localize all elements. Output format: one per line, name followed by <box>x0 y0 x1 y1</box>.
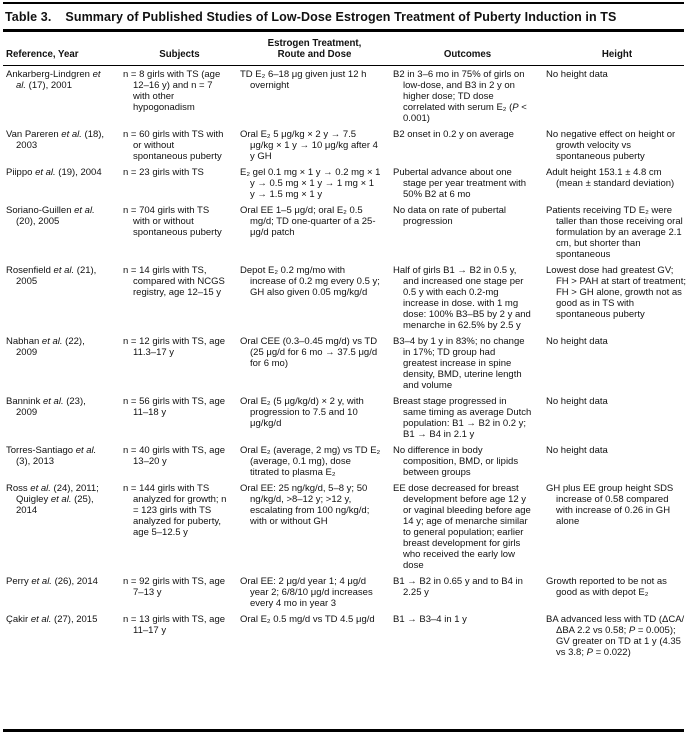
treatment-cell <box>238 576 391 609</box>
outcomes-text: Half of girls B1 → B2 in 0.5 y, and increased one stage per 0.5 y with each 0.2-mg increase in dose. with 1 mg dose: 100% B3–B5 by 2 y and menarche in 62.5% by 2.5 y <box>393 265 531 331</box>
subjects-text: n = 144 girls with TS analyzed for growth; n = 123 girls with TS analyzed for puberty, age 5–12.5 y <box>123 483 227 538</box>
treatment-cell <box>238 614 391 658</box>
outcomes-text: Pubertal advance about one stage per year treatment with 50% B2 at 6 mo <box>393 167 527 200</box>
reference-cell <box>3 576 121 609</box>
reference-text: Bannink et al. (23), 2009 <box>6 396 86 418</box>
outcomes-cell <box>391 69 544 124</box>
height-cell <box>544 129 687 162</box>
subjects-text: n = 14 girls with TS, compared with NCGS registry, age 12–15 y <box>123 265 225 298</box>
height-text: No height data <box>546 396 608 407</box>
outcomes-cell <box>391 445 544 478</box>
reference-cell <box>3 614 121 658</box>
treatment-cell <box>238 396 391 440</box>
outcomes-text: B3–4 by 1 y in 83%; no change in 17%; TD group had greatest increase in spine density, BMD, uterine length and volume <box>393 336 525 391</box>
height-text: Patients receiving TD E₂ were taller than those receiving oral formulation by an average 2.1 cm, but shorter than spontaneous <box>546 205 683 260</box>
reference-text: Perry et al. (26), 2014 <box>6 576 98 587</box>
height-text: No height data <box>546 69 608 80</box>
height-text: No negative effect on height or growth velocity vs spontaneous puberty <box>546 129 676 162</box>
column-header-outcomes: Outcomes <box>443 49 492 60</box>
table-row <box>3 445 684 478</box>
height-text: No height data <box>546 336 608 347</box>
outcomes-text: Breast stage progressed in same timing as average Dutch population: B1 → B2 in 0.2 y; B1 → B4 in 2.1 y <box>393 396 532 440</box>
subjects-cell <box>121 205 238 260</box>
height-text: GH plus EE group height SDS increase of 0.58 compared with increase of 0.26 in GH alone <box>546 483 674 527</box>
reference-cell <box>3 129 121 162</box>
height-text: Lowest dose had greatest GV; FH > PAH at start of treatment; FH > GH alone, growth not as good as in TS with spontaneous puberty <box>546 265 686 320</box>
treatment-text: TD E₂ 6–18 μg given just 12 h overnight <box>240 69 367 91</box>
reference-text: Piippo et al. (19), 2004 <box>6 167 102 178</box>
treatment-text: Oral E₂ (5 μg/kg/d) × 2 y, with progression to 7.5 and 10 μg/kg/d <box>240 396 364 429</box>
subjects-cell <box>121 614 238 658</box>
treatment-cell <box>238 167 391 200</box>
reference-cell <box>3 483 121 571</box>
height-text: No height data <box>546 445 608 456</box>
subjects-cell <box>121 445 238 478</box>
subjects-cell <box>121 336 238 391</box>
table-row <box>3 167 684 200</box>
height-cell <box>544 445 687 478</box>
reference-text: Ross et al. (24), 2011; Quigley et al. (25), 2014 <box>6 483 99 516</box>
reference-cell <box>3 336 121 391</box>
outcomes-text: B2 in 3–6 mo in 75% of girls on low-dose, and B3 in 2 y on higher dose; TD dose correlated with serum E₂ (P < 0.001) <box>393 69 527 124</box>
table-row <box>3 336 684 391</box>
treatment-text: Depot E₂ 0.2 mg/mo with increase of 0.2 mg every 0.5 y; GH also given 0.05 mg/kg/d <box>240 265 380 298</box>
reference-text: Çakir et al. (27), 2015 <box>6 614 98 625</box>
treatment-text: Oral CEE (0.3–0.45 mg/d) vs TD (25 μg/d for 6 mo → 37.5 μg/d for 6 mo) <box>240 336 378 369</box>
table-row <box>3 396 684 440</box>
subjects-text: n = 60 girls with TS with or without spontaneous puberty <box>123 129 224 162</box>
reference-text: Van Pareren et al. (18), 2003 <box>6 129 105 151</box>
outcomes-cell <box>391 205 544 260</box>
table-row <box>3 129 684 162</box>
subjects-cell <box>121 483 238 571</box>
table-title <box>3 4 684 29</box>
outcomes-text: B1 → B2 in 0.65 y and to B4 in 2.25 y <box>393 576 523 598</box>
outcomes-cell <box>391 129 544 162</box>
subjects-cell <box>121 265 238 331</box>
outcomes-cell <box>391 265 544 331</box>
table-row <box>3 614 684 658</box>
subjects-text: n = 56 girls with TS, age 11–18 y <box>123 396 226 418</box>
outcomes-cell <box>391 336 544 391</box>
treatment-text: Oral EE 1–5 μg/d; oral E₂ 0.5 mg/d; TD one-quarter of a 25-μg/d patch <box>240 205 376 238</box>
outcomes-cell <box>391 483 544 571</box>
height-cell <box>544 69 687 124</box>
reference-text: Nabhan et al. (22), 2009 <box>6 336 85 358</box>
treatment-cell <box>238 69 391 124</box>
height-cell <box>544 483 687 571</box>
table-number: Table 3. <box>5 10 52 24</box>
treatment-text: Oral EE: 2 μg/d year 1; 4 μg/d year 2; 6/8/10 μg/d increases every 4 mo in year 3 <box>240 576 373 609</box>
outcomes-cell <box>391 614 544 658</box>
height-text: Adult height 153.1 ± 4.8 cm (mean ± standard deviation) <box>546 167 675 189</box>
column-header-subjects: Subjects <box>159 49 200 60</box>
reference-cell <box>3 396 121 440</box>
height-text: BA advanced less with TD (ΔCA/ΔBA 2.2 vs 0.58; P = 0.005); GV greater on TD at 1 y (4.35 vs 3.8; P = 0.022) <box>546 614 685 658</box>
subjects-text: n = 704 girls with TS with or without spontaneous puberty <box>123 205 222 238</box>
reference-cell <box>3 205 121 260</box>
reference-text: Ankarberg-Lindgren et al. (17), 2001 <box>6 69 101 91</box>
treatment-text: Oral EE: 25 ng/kg/d, 5–8 y; 50 ng/kg/d, >8–12 y; >12 y, escalating from 100 ng/kg/d; with or without GH <box>240 483 370 527</box>
subjects-text: n = 40 girls with TS, age 13–20 y <box>123 445 226 467</box>
treatment-cell <box>238 483 391 571</box>
table-row <box>3 483 684 571</box>
treatment-cell <box>238 445 391 478</box>
subjects-cell <box>121 167 238 200</box>
outcomes-text: B1 → B3–4 in 1 y <box>393 614 467 625</box>
treatment-text: Oral E₂ (average, 2 mg) vs TD E₂ (average, 0.1 mg), dose titrated to plasma E₂ <box>240 445 381 478</box>
treatment-text: Oral E₂ 0.5 mg/d vs TD 4.5 μg/d <box>240 614 375 625</box>
reference-text: Soriano-Guillen et al. (20), 2005 <box>6 205 95 227</box>
subjects-cell <box>121 576 238 609</box>
column-header-reference: Reference, Year <box>6 49 79 60</box>
table-row <box>3 205 684 260</box>
treatment-text: E₂ gel 0.1 mg × 1 y → 0.2 mg × 1 y → 0.5 mg × 1 y → 1 mg × 1 y → 1.5 mg × 1 y <box>240 167 381 200</box>
subjects-text: n = 8 girls with TS (age 12–16 y) and n = 7 with other hypogonadism <box>123 69 221 113</box>
table-row <box>3 69 684 124</box>
treatment-cell <box>238 336 391 391</box>
column-header-treatment: Estrogen Treatment, Route and Dose <box>267 38 362 60</box>
reference-text: Torres-Santiago et al. (3), 2013 <box>6 445 97 467</box>
height-cell <box>544 614 687 658</box>
treatment-cell <box>238 205 391 260</box>
subjects-text: n = 13 girls with TS, age 11–17 y <box>123 614 226 636</box>
subjects-cell <box>121 69 238 124</box>
subjects-text: n = 92 girls with TS, age 7–13 y <box>123 576 226 598</box>
table-body <box>3 66 684 663</box>
height-cell <box>544 205 687 260</box>
treatment-text: Oral E₂ 5 μg/kg × 2 y → 7.5 μg/kg × 1 y → 10 μg/kg after 4 y GH <box>240 129 378 162</box>
height-cell <box>544 576 687 609</box>
table-caption: Summary of Published Studies of Low-Dose Estrogen Treatment of Puberty Induction in TS <box>65 10 617 24</box>
subjects-text: n = 12 girls with TS, age 11.3–17 y <box>123 336 226 358</box>
reference-text: Rosenfield et al. (21), 2005 <box>6 265 97 287</box>
outcomes-text: B2 onset in 0.2 y on average <box>393 129 514 140</box>
reference-cell <box>3 265 121 331</box>
outcomes-text: EE dose decreased for breast development before age 12 y or vaginal bleeding before age 14 y; age of menarche similar to general population; earlier breast development for girls who received the early low dose <box>393 483 531 571</box>
outcomes-text: No difference in body composition, BMD, or lipids between groups <box>393 445 519 478</box>
outcomes-cell <box>391 576 544 609</box>
height-cell <box>544 396 687 440</box>
height-cell <box>544 265 687 331</box>
outcomes-text: No data on rate of pubertal progression <box>393 205 507 227</box>
subjects-cell <box>121 396 238 440</box>
reference-cell <box>3 445 121 478</box>
reference-cell <box>3 69 121 124</box>
subjects-cell <box>121 129 238 162</box>
subjects-text: n = 23 girls with TS <box>123 167 204 178</box>
height-text: Growth reported to be not as good as with depot E₂ <box>546 576 667 598</box>
table-row <box>3 265 684 331</box>
outcomes-cell <box>391 396 544 440</box>
reference-cell <box>3 167 121 200</box>
treatment-cell <box>238 129 391 162</box>
column-header-row <box>3 32 684 65</box>
outcomes-cell <box>391 167 544 200</box>
height-cell <box>544 167 687 200</box>
table-row <box>3 576 684 609</box>
height-cell <box>544 336 687 391</box>
treatment-cell <box>238 265 391 331</box>
column-header-height: Height <box>601 49 633 60</box>
